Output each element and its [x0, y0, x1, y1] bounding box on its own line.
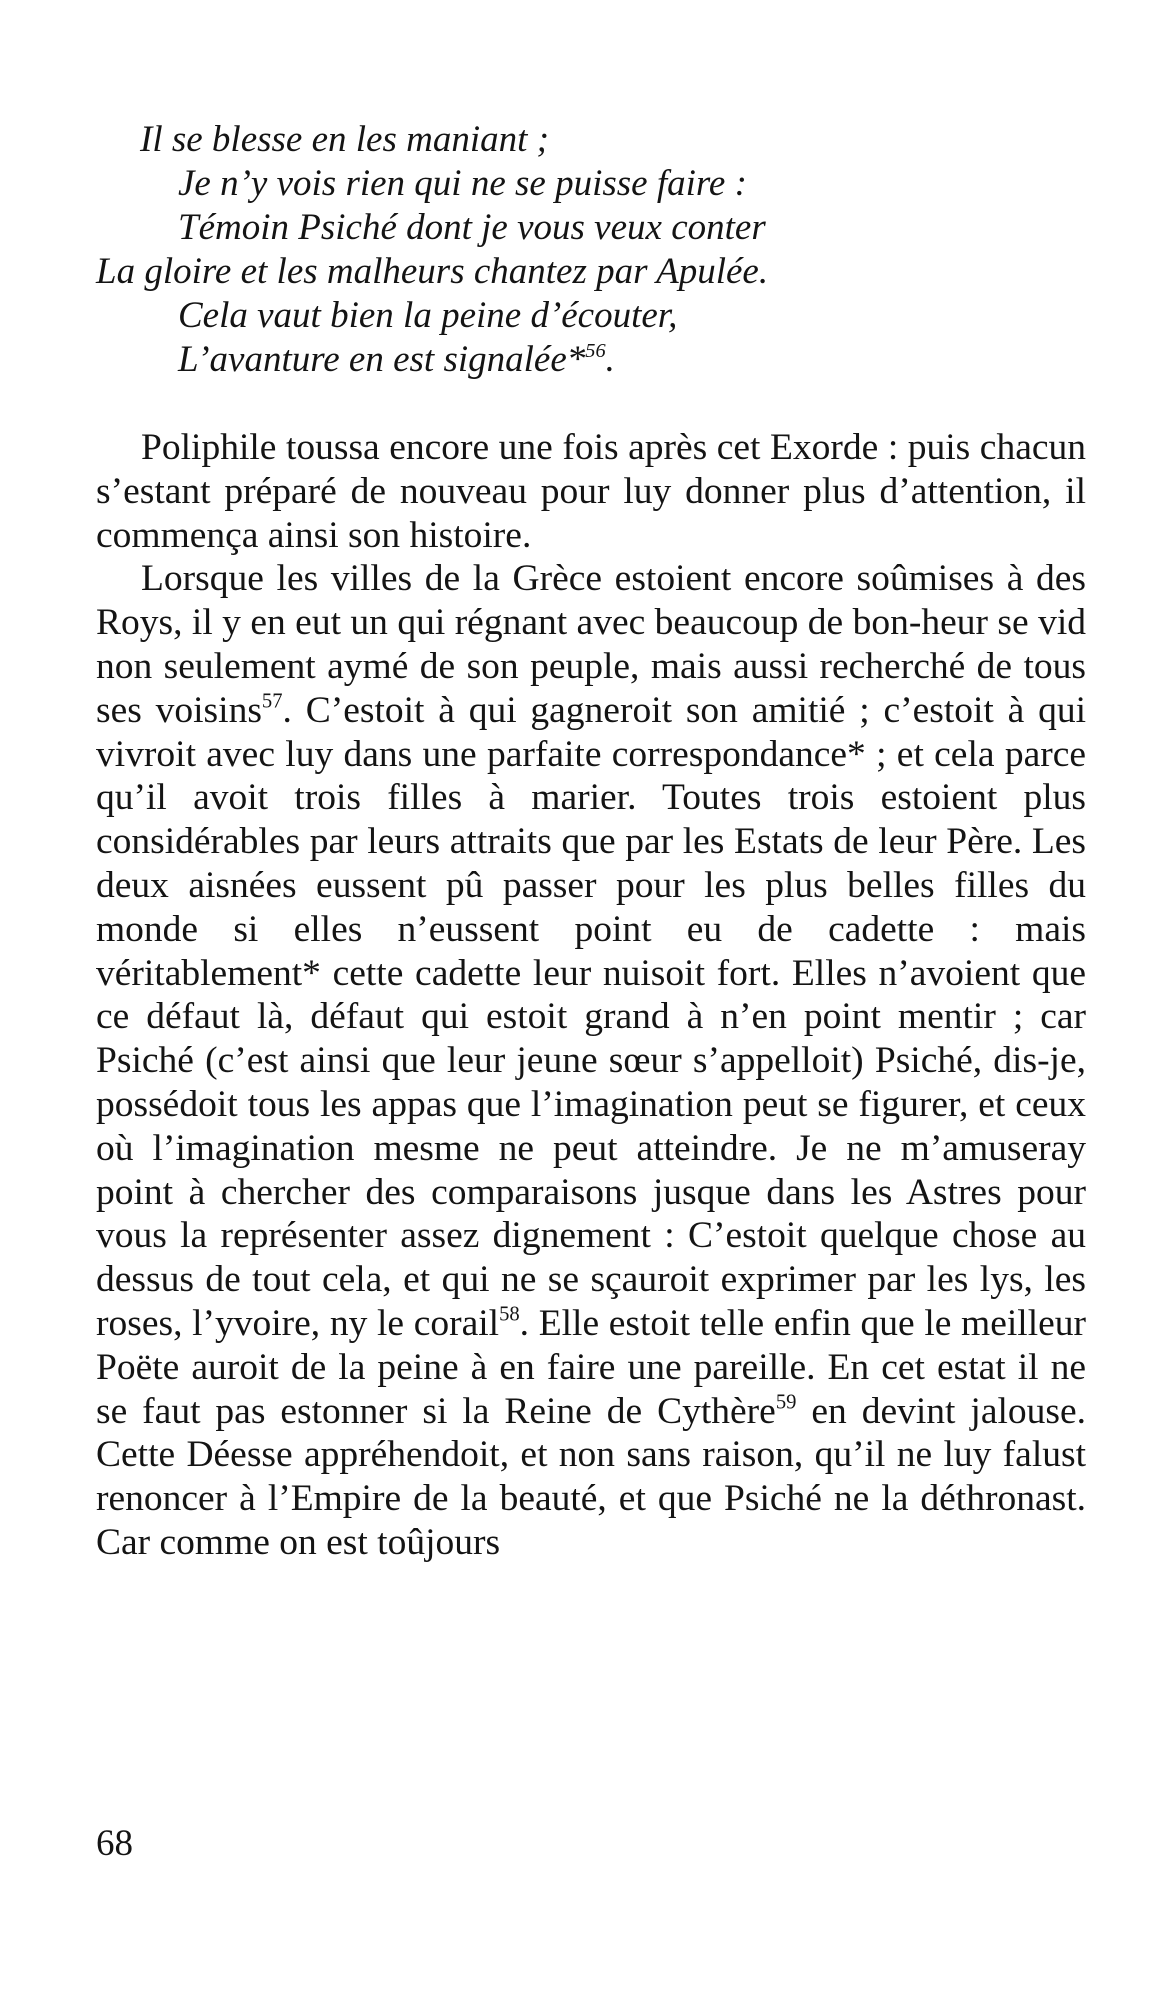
- footnote-ref: 59: [775, 1391, 797, 1414]
- verse-line-1: Il se blesse en les maniant ;: [140, 119, 549, 160]
- footnote-ref: 57: [261, 690, 283, 713]
- footnote-ref: 56: [585, 339, 606, 362]
- verse-line-4: La gloire et les malheurs chantez par Apulée.: [96, 251, 769, 292]
- footnote-ref: 58: [499, 1303, 520, 1326]
- verse-line-6: L’avanture en est signalée*$^{56}$.: [178, 339, 615, 380]
- paragraph-1: Poliphile toussa encore une fois après cet Exorde : puis chacun s’estant préparé de nouveau pour luy donner plus d’attention, il commença ainsi son histoire.: [96, 427, 1086, 556]
- verse-line-2: Je n’y vois rien qui ne se puisse faire :: [178, 163, 747, 204]
- prose-block: [96, 426, 1086, 1565]
- verse-line-5: Cela vaut bien la peine d’écouter,: [178, 295, 678, 336]
- page-number: 68: [96, 1823, 133, 1864]
- verse-block: [96, 118, 1096, 382]
- verse-line-3: Témoin Psiché dont je vous veux conter: [178, 207, 766, 248]
- paragraph-2: Lorsque les villes de la Grèce estoient encore soûmises à des Roys, il y en eut un qui régnant avec beaucoup de bon-heur se vid non seulement aymé de son peuple, mais aussi recherché de tous ses voisins$^{57}$. C’estoit à qui gagneroit son amitié ; c’estoit à qui vivroit avec luy dans une parfaite correspondance* ; et cela parce qu’il avoit trois filles à marier. Toutes trois estoient plus considérables par leurs attraits que par les Estats de leur Père. Les deux aisnées eussent pû passer pour les plus belles filles du monde si elles n’eussent point eu de cadette : mais véritablement* cette cadette leur nuisoit fort. Elles n’avoient que ce défaut là, défaut qui estoit grand à n’en point mentir ; car Psiché (c’est ainsi que leur jeune sœur s’appelloit) Psiché, dis-je, possédoit tous les appas que l’imagination peut se figurer, et ceux où l’imagination mesme ne peut atteindre. Je ne m’amuseray point à chercher des comparaisons jusque dans les Astres pour vous la représenter assez dignement : C’estoit quelque chose au dessus de tout cela, et qui ne se sçauroit exprimer par les lys, les roses, l’yvoire, ny le corail$^{58}$. Elle estoit telle enfin que le meilleur Poëte auroit de la peine à en faire une pareille. En cet estat il ne se faut pas estonner si la Reine de Cythère$^{59}$ en devint jalouse. Cette Déesse appréhendoit, et non sans raison, qu’il ne luy falust renoncer à l’Empire de la beauté, et que Psiché ne la déthronast. Car comme on est toûjours: [96, 558, 1087, 1563]
